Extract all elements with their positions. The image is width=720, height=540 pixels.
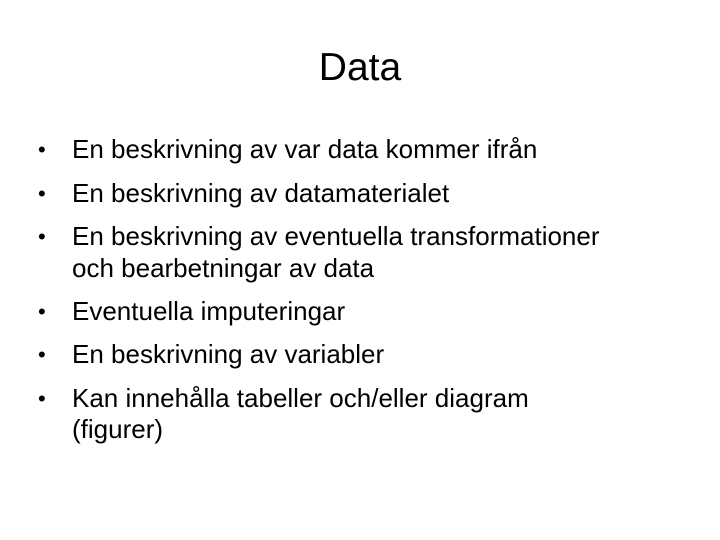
bullet-dot-icon: • bbox=[38, 385, 46, 411]
bullet-item bbox=[38, 290, 678, 334]
bullet-dot-icon: • bbox=[38, 342, 46, 367]
bullet-list bbox=[38, 128, 678, 451]
bullet-dot-icon: • bbox=[38, 298, 46, 324]
bullet-text-continuation: (figurer) bbox=[72, 414, 164, 444]
bullet-text: En beskrivning av var data kommer ifrån bbox=[72, 134, 538, 164]
bullet-text: En beskrivning av eventuella transformationer bbox=[72, 221, 600, 251]
bullet-dot-icon: • bbox=[38, 224, 46, 249]
bullet-item bbox=[38, 128, 678, 172]
bullet-dot-icon: • bbox=[38, 137, 46, 162]
bullet-text: Kan innehålla tabeller och/eller diagram bbox=[72, 382, 529, 413]
bullet-text: Eventuella imputeringar bbox=[72, 295, 346, 326]
bullet-dot-icon: • bbox=[38, 180, 46, 206]
bullet-item bbox=[38, 215, 678, 284]
bullet-item bbox=[38, 172, 678, 216]
bullet-text: En beskrivning av variabler bbox=[72, 339, 385, 369]
slide-title: Data bbox=[318, 46, 402, 89]
bullet-item bbox=[38, 333, 678, 377]
bullet-text-continuation: och bearbetningar av data bbox=[72, 252, 375, 283]
bullet-item bbox=[38, 377, 678, 446]
bullet-text: En beskrivning av datamaterialet bbox=[72, 177, 450, 208]
